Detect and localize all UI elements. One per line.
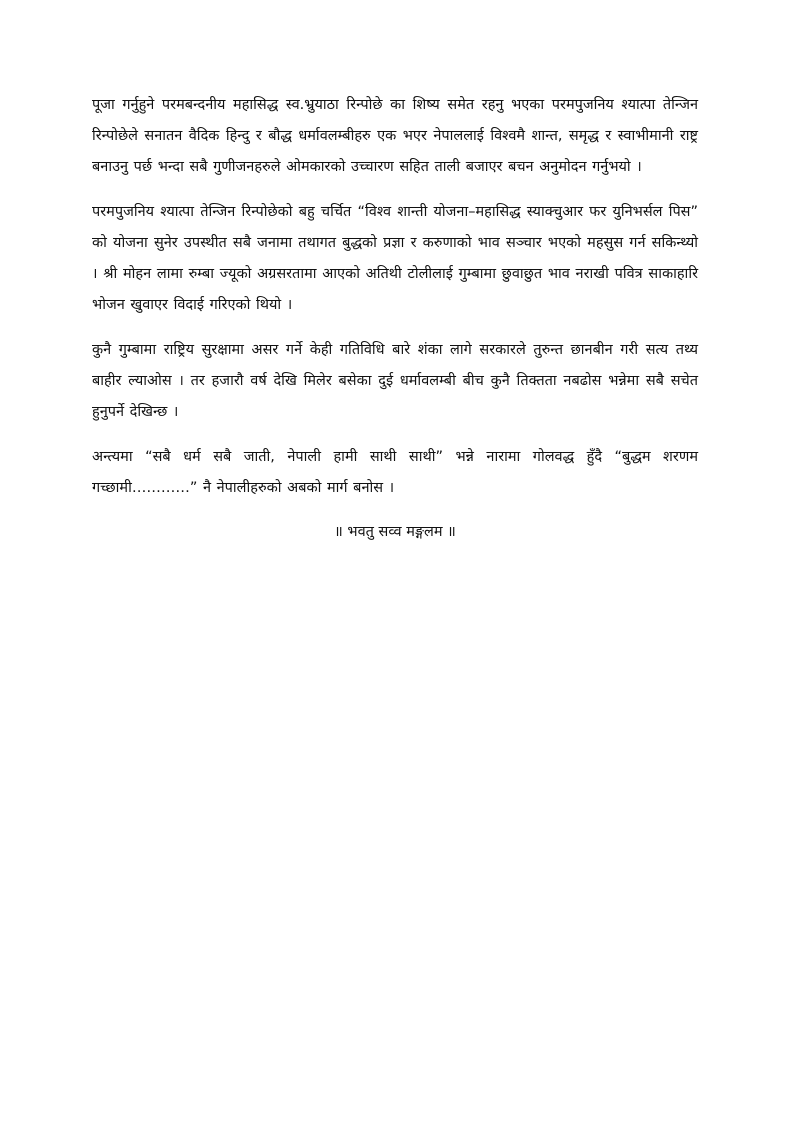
document-page [92,90,698,546]
paragraph-1: पूजा गर्नुहुने परमबन्दनीय महासिद्ध स्व.भ्रुयाठा रिन्पोछे का शिष्य समेत रहनु भएका परमपुजनिय श्यात्पा तेन्जिन रिन्पोछेले सनातन वैदिक हिन्दु र बौद्ध धर्मावलम्बीहरु एक भएर नेपाललाई विश्वमै शान्त, समृद्ध र स्वाभीमानी राष्ट्र बनाउनु पर्छ भन्दा सबै गुणीजनहरुले ओमकारको उच्चारण सहित ताली बजाएर बचन अनुमोदन गर्नुभयो । [92,97,698,175]
closing-blessing: ॥ भवतु सव्व मङ्गलम ॥ [334,524,456,540]
paragraph-2: परमपुजनिय श्यात्पा तेन्जिन रिन्पोछेको बहु चर्चित “विश्व शान्ती योजना–महासिद्ध स्याक्चुआर फर युनिभर्सल पिस” को योजना सुनेर उपस्थीत सबै जनामा तथागत बुद्धको प्रज्ञा र करुणाको भाव सञ्चार भएको महसुस गर्न सकिन्थ्यो । श्री मोहन लामा रुम्बा ज्यूको अग्रसरतामा आएको अतिथी टोलीलाई गुम्बामा छुवाछुत भाव नराखी पवित्र साकाहारि भोजन खुवाएर विदाई गरिएको थियो । [92,204,698,313]
paragraph-4: अन्त्यमा “सबै धर्म सबै जाती, नेपाली हामी साथी साथी” भन्ने नारामा गोलवद्ध हुँदै “बुद्धम शरणम गच्छामी…………” नै नेपालीहरुको अबको मार्ग बनोस । [92,449,698,496]
paragraph-3: कुनै गुम्बामा राष्ट्रिय सुरक्षामा असर गर्ने केही गतिविधि बारे शंका लागे सरकारले तुरुन्त छानबीन गरी सत्य तथ्य बाहीर ल्याओस । तर हजारौ वर्ष देखि मिलेर बसेका दुई धर्मावलम्बी बीच कुनै तिक्तता नबढोस भन्नेमा सबै सचेत हुनुपर्ने देखिन्छ । [92,342,698,420]
